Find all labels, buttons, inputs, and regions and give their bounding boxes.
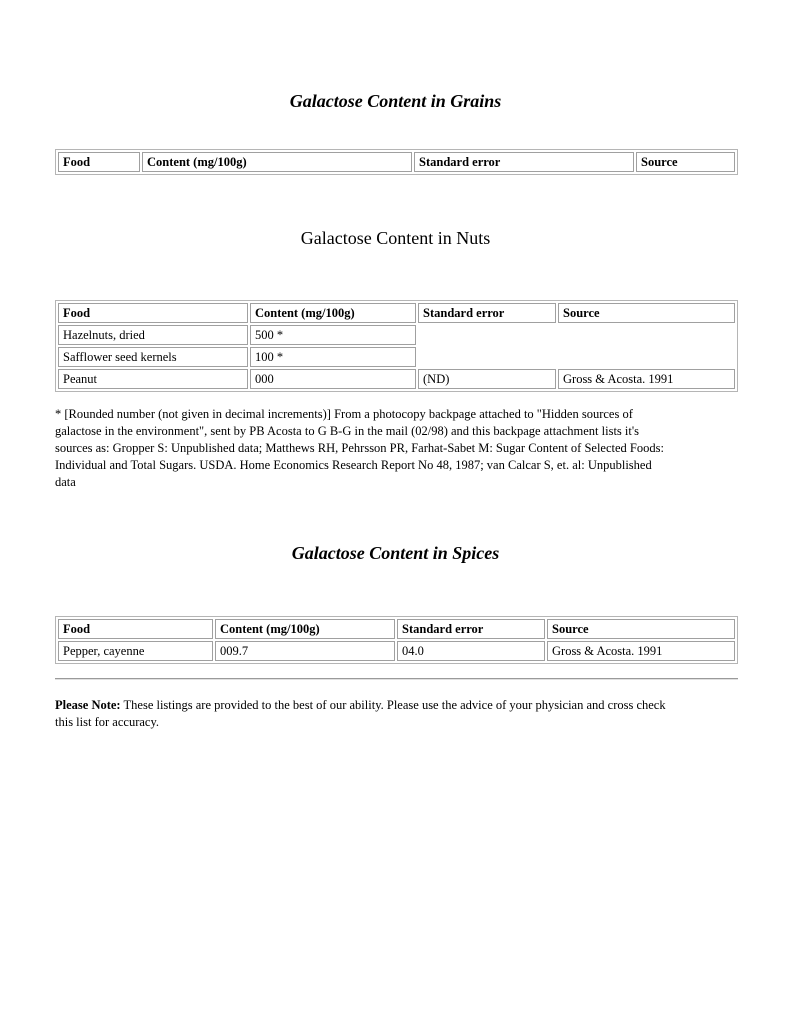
horizontal-rule bbox=[55, 678, 738, 680]
table-row bbox=[58, 369, 735, 389]
spices-title: Galactose Content in Spices bbox=[291, 543, 500, 563]
table-header-row bbox=[58, 152, 735, 172]
error-cell: (ND) bbox=[418, 369, 556, 389]
empty-cell bbox=[418, 325, 735, 367]
column-header: Standard error bbox=[397, 619, 545, 639]
table-row bbox=[58, 325, 735, 345]
column-header: Source bbox=[636, 152, 735, 172]
table-header-row bbox=[58, 303, 735, 323]
food-cell: Peanut bbox=[58, 369, 248, 389]
column-header: Food bbox=[58, 619, 213, 639]
food-cell: Pepper, cayenne bbox=[58, 641, 213, 661]
footnote-line: Individual and Total Sugars. USDA. Home Economics Research Report No 48, 1987; van Calcar S, et. al: Unpublished bbox=[55, 458, 652, 472]
column-header: Source bbox=[547, 619, 735, 639]
grains-title: Galactose Content in Grains bbox=[289, 91, 502, 111]
column-header: Food bbox=[58, 152, 140, 172]
food-cell: Hazelnuts, dried bbox=[58, 325, 248, 345]
error-cell: 04.0 bbox=[397, 641, 545, 661]
column-header: Content (mg/100g) bbox=[250, 303, 416, 323]
column-header: Content (mg/100g) bbox=[215, 619, 395, 639]
footnote-line: sources as: Gropper S: Unpublished data; Matthews RH, Pehrsson PR, Farhat-Sabet M: Sugar Content of Selected Foods: bbox=[55, 441, 664, 455]
content-cell: 009.7 bbox=[215, 641, 395, 661]
food-cell: Safflower seed kernels bbox=[58, 347, 248, 367]
nuts-table bbox=[55, 300, 738, 392]
note-text: These listings are provided to the best of our ability. Please use the advice of your physician and cross check bbox=[123, 698, 666, 712]
content-cell: 000 bbox=[250, 369, 416, 389]
column-header: Source bbox=[558, 303, 735, 323]
column-header: Standard error bbox=[418, 303, 556, 323]
column-header: Content (mg/100g) bbox=[142, 152, 412, 172]
spices-table bbox=[55, 616, 738, 664]
content-cell: 500 * bbox=[250, 325, 416, 345]
content-cell: 100 * bbox=[250, 347, 416, 367]
table-header-row bbox=[58, 619, 735, 639]
column-header: Standard error bbox=[414, 152, 634, 172]
footnote-line: data bbox=[55, 475, 76, 489]
source-cell: Gross & Acosta. 1991 bbox=[547, 641, 735, 661]
please-note bbox=[55, 697, 745, 731]
nuts-footnote bbox=[55, 406, 745, 491]
footnote-line: * [Rounded number (not given in decimal increments)] From a photocopy backpage attached to "Hidden sources of bbox=[55, 407, 633, 421]
note-text: this list for accuracy. bbox=[55, 715, 160, 729]
footnote-line: galactose in the environment", sent by PB Acosta to G B-G in the mail (02/98) and this backpage attachment lists it's bbox=[55, 424, 639, 438]
source-cell: Gross & Acosta. 1991 bbox=[558, 369, 735, 389]
note-label: Please Note: bbox=[55, 698, 121, 712]
nuts-title: Galactose Content in Nuts bbox=[300, 228, 491, 248]
column-header: Food bbox=[58, 303, 248, 323]
table-row bbox=[58, 641, 735, 661]
grains-table bbox=[55, 149, 738, 175]
